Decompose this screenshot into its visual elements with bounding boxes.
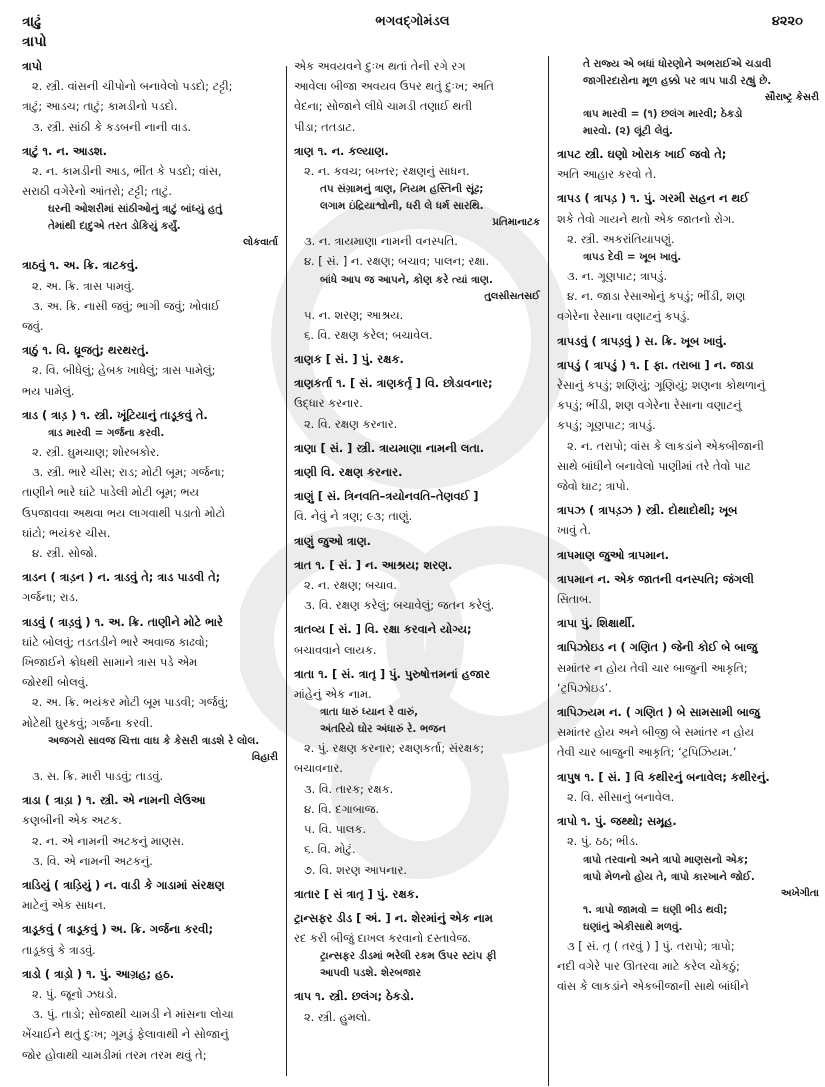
citation-line: મારવો. (૨) લૂંટી લેવું.	[583, 125, 673, 137]
headword-line: ત્રાડિયું ( ત્રાડ઼િયું ) ન. વાડી કે ગાડામાં સંરક્ષણ	[22, 877, 225, 892]
citation-line: અજગરો સાવજ ચિત્તા વાઘ કે કેસરી ત્રાડશે રે લોલ.	[48, 734, 260, 747]
headword-line: ત્રાણા [ સં. ] સ્ત્રી. ત્રાયમાણા નામની લતા.	[294, 440, 485, 455]
definition-line: ખાવું તે.	[557, 523, 592, 538]
sense-line: ૨. સ્ત્રી. ઘુમચાણ; શોરબકોર.	[32, 445, 160, 460]
citation-line: ત્રાતા ધારું ધ્યાન રે વારું,	[320, 706, 419, 719]
dictionary-entry	[22, 875, 278, 915]
headword-line: ત્રાતા ૧. [ સં. ત્રાતૃ ] પું. પુરુષોત્તમનાં હજાર	[294, 666, 490, 681]
citation-line: ઘરની ઓશરીમાં સાંઠીઓનું ત્રાટું બાંધ્યું હતું	[48, 203, 223, 216]
column-middle	[294, 56, 540, 1031]
headword-line: ત્રાતાર [ સં ત્રાતૃ ] પું. રક્ષક.	[294, 886, 420, 901]
dictionary-entry	[22, 964, 278, 1065]
citation-line: બાંધે આપ જ આપને, કોણ કરે ત્યાં ત્રાણ.	[320, 273, 493, 286]
dictionary-entry	[294, 986, 540, 1026]
definition-line: કપડું; ભીંડી, શણ વગેરેના રેસાના વણાટનું	[557, 398, 742, 413]
citation-source: અખેગીતા	[780, 887, 819, 899]
headword-line: ત્રાડ ( ત્રાડ઼ ) ૧. સ્ત્રી. ખૂંટિયાનું તાડૂકવું તે.	[22, 407, 208, 422]
definition-line: તેવી ચાર બાજુની આકૃતિ; ‘ટ્રપિઝિયમ.’	[557, 745, 737, 760]
citation-source: પ્રતિમાનાટક	[492, 217, 540, 229]
citation-line: લગામ ઇંદ્રિયાશ્વોની, ધરી લે ધર્મ સારથિ.	[320, 200, 484, 213]
sense-line: ૩. સ્ત્રી. ભારે ચીસ; રાડ; મોટી બૂમ; ગર્જના;	[32, 465, 225, 480]
definition-line: ઘાંટે બોલવું; તડતડીને ભારે અવાજ કાઢવો;	[22, 634, 209, 649]
definition-line: માટેનું એક સાધન.	[22, 898, 107, 913]
guide-word-last: ત્રાપો	[22, 34, 47, 50]
sense-line: ૩. ન. ત્રાયમાણા નામની વનસ્પતિ.	[304, 234, 458, 249]
sense-line: ૪. સ્ત્રી. સોજો.	[32, 546, 98, 561]
citation-line: ઘણાંનું એકીસાથે મળવું.	[583, 920, 683, 933]
sense-line: ૨. વિ. રક્ષણ કરનાર.	[304, 416, 398, 431]
dictionary-entry	[557, 331, 819, 351]
page-header	[22, 14, 803, 50]
sense-line: ૨. સ્ત્રી. અકરાંતિયાપણું.	[567, 231, 675, 246]
definition-line: સમાંતર ન હોય તેવી ચાર બાજુની આકૃતિ;	[557, 660, 748, 675]
headword-line: ત્રાપા પું. શિક્ષાર્થી.	[557, 616, 636, 631]
sense-line: ૩ [ સં. તૃ ( તરવું ) ] પું. તરાપો; ત્રાપો;	[567, 938, 735, 953]
definition-line: ખિજાઈને ક્રોધથી સામાને ત્રાસ પડે એમ	[22, 655, 198, 670]
headword-line: ત્રાપડ ( ત્રાપડ઼ ) ૧. પું. ગરમી સહન ન થઈ	[557, 191, 749, 206]
headword-line: ત્રાડો ( ત્રાડ઼ો ) ૧. પું. આગ્રહ; હઠ.	[22, 966, 175, 981]
dictionary-entry	[22, 255, 278, 336]
citation-line: ત્રાપ મારવી = (૧) છલંગ મારવી; ઠેકડો	[583, 108, 743, 120]
definition-line: અતિ આહાર કરવો તે.	[557, 167, 657, 182]
headword-line: ત્રાપિઝોઇડ ન ( ગણિત ) જેની કોઈ બે બાજુ	[557, 640, 758, 655]
headword-line: ત્રાડા ( ત્રાડ઼ા ) ૧. સ્ત્રી. એ નામની લેઉઆ	[22, 793, 206, 808]
sense-line: ૨. ન. એ નામની અટકનું માણસ.	[32, 833, 185, 848]
dictionary-entry	[557, 56, 819, 140]
headword-line: ત્રાપમાણ જુઓ ત્રાપમાન.	[557, 547, 669, 562]
citation-source: લોકવાર્તા	[243, 237, 278, 249]
definition-line: માંહેનું એક નામ.	[294, 687, 372, 702]
dictionary-entry	[294, 349, 540, 369]
dictionary-entry	[557, 811, 819, 996]
citation-line: ૧. ત્રાપો જામવો = ઘણી ભીડ થવી;	[583, 903, 728, 916]
definition-line: રેસાનું કપડું; શણિયું; ગૂણિયું; શણના કોથળાનું	[557, 378, 766, 393]
sense-line: ૨. વિ. સીસાનું બનાવેલ.	[567, 789, 675, 804]
sense-line: ૭. વિ. શરણ આપનાર.	[304, 862, 407, 877]
dictionary-entry	[294, 438, 540, 458]
headword-line: ત્રાણું [ સં. ત્રિનવતિ–ત્રયોનવતિ–તેણવઈ ]	[294, 489, 479, 504]
citation-line: ત્રાપો મેળનો હોય તે, ત્રાપો કારખાને જોઈ.	[583, 870, 755, 883]
definition-line: જેવો ઘાટ; ત્રાપો.	[557, 479, 630, 494]
headword-line: ત્રાડવું ( ત્રાડ઼વું ) ૧. અ. ક્રિ. તાણીને મોટે ભારે	[22, 614, 223, 629]
sense-line: ૨. પું. જૂનો ઝઘડો.	[32, 986, 118, 1001]
headword-line: ત્રાપઝ ( ત્રાપડ઼ઝ ) સ્ત્રી. દોથાદોથી; ખૂબ	[557, 503, 738, 518]
sense-line: ૩. વિ. તારક; રક્ષક.	[304, 781, 394, 796]
definition-line: જોર હોવાથી ચામડીમાં તરમ તરમ થવું તે;	[22, 1047, 207, 1062]
sense-line: ૨. ન. તરાપો; વાંસ કે લાકડાંને એકબીજાની	[567, 438, 764, 453]
sense-line: ૩. સ. ક્રિ. મારી પાડવું; તાડવું.	[32, 768, 164, 783]
dictionary-entry	[557, 500, 819, 540]
definition-line: વિ. નેવું ને ત્રણ; ૯૩; તાણું.	[294, 509, 413, 524]
dictionary-entry	[294, 56, 540, 137]
sense-line: ૩. પું. તાડો; સોજાથી ચામડી ને માંસના લોચા	[32, 1007, 234, 1022]
definition-line: શકે તેવો ગાયને થતો એક જાતનો રોગ.	[557, 211, 735, 226]
citation-line: ત્રાપડ દેવી = ખૂબ ખાવું.	[583, 251, 682, 264]
citation-line: ત્રાપો તરવાનો અને ત્રાપો માણસનો એક;	[583, 853, 749, 866]
definition-line: સરાઠી વગેરેનો આંતરો; ટટ્ટી; તાટું.	[22, 184, 173, 199]
headword-line: ત્રાણ ૧. ન. કલ્યાણ.	[294, 143, 389, 158]
definition-line: તાડૂકવું કે ત્રાડવું.	[22, 942, 96, 957]
dictionary-entry	[294, 619, 540, 659]
sense-line: ૨. અ. ક્રિ. ભયંકર મોટી બૂમ પાડવી; ગર્જવું;	[32, 695, 229, 710]
sense-line: ૨. અ. ક્રિ. ત્રાસ પામવું.	[32, 278, 135, 293]
definition-line: ઘાંટો; ભયંકર ચીસ.	[22, 525, 111, 540]
sense-line: ૩. વિ. એ નામની અટકનું.	[32, 853, 153, 868]
sense-line: ૨. વિ. બીધેલું; હેબક ખાધેલું; ત્રાસ પામેલું;	[32, 363, 216, 378]
dictionary-entry	[294, 555, 540, 616]
sense-line: ૨. પું. ઠઠ; ભીડ.	[567, 834, 639, 849]
citation-line: આપવી પડશે. શેરબજાર	[320, 967, 421, 980]
dictionary-entry	[22, 56, 278, 137]
sense-line: ૨. પું. રક્ષણ કરનાર; રક્ષણકર્તા; સંરક્ષક;	[304, 741, 485, 756]
headword-line: ત્રાણું જુઓ ત્રાણ.	[294, 533, 371, 548]
definition-line: વેદના; સોજાને લીધે ચામડી તણાઈ થતી	[294, 99, 473, 114]
headword-line: ટ્રાન્સફર ડીડ [ અં. ] ન. શેરમાંનું એક નામ	[294, 910, 493, 925]
guide-word-first: ત્રાઢું	[22, 14, 41, 30]
column-right	[557, 56, 819, 1000]
sense-line: ૪. [ સં. ] ન. રક્ષણ; બચાવ; પાલન; રક્ષા.	[304, 254, 490, 269]
dictionary-entry	[294, 664, 540, 880]
dictionary-entry	[22, 919, 278, 959]
sense-line: ૩. ન. ગૂણપાટ; ત્રાપડું.	[567, 269, 668, 284]
column-divider-2	[548, 56, 549, 1086]
definition-line: ત્રાટું; આડચ; તાટું; કામડીનો પડદો.	[22, 99, 178, 114]
dictionary-entry	[557, 569, 819, 609]
dictionary-entry	[22, 405, 278, 563]
definition-line: પીડા; તતડાટ.	[294, 119, 356, 134]
sense-line: ૩. સ્ત્રી. સાંઠી કે કડબની નાની વાડ.	[32, 119, 191, 134]
headword-line: ત્રાડન ( ત્રાડ઼ન ) ન. ત્રાડવું તે; ત્રાડ પાડવી તે;	[22, 570, 221, 585]
definition-line: સિતાબ.	[557, 592, 592, 607]
sense-line: ૪. વિ. દગાબાજ.	[304, 801, 380, 816]
citation-line: જાગીરદારોના મૂળ હક્કો પર ત્રાપ પાડી રહ્યું છે.	[583, 75, 772, 87]
dictionary-entry	[294, 141, 540, 345]
citation-source: વિહારી	[251, 751, 278, 763]
headword-line: ત્રાપમાન ન. એક જાતની વનસ્પતિ; જંગલી	[557, 571, 754, 586]
headword-line: ત્રાપટ સ્ત્રી. ઘણો ખોરાક ખાઈ જવો તે;	[557, 147, 727, 161]
dictionary-entry	[22, 141, 278, 252]
sense-line: ૩. વિ. રક્ષણ કરેલું; બચાવેલું; જતન કરેલું.	[304, 598, 495, 613]
dictionary-entry	[557, 702, 819, 763]
dictionary-entry	[22, 790, 278, 871]
definition-line: નદી વગેરે પાર ઊતરવા માટે કરેલ ચોકઠું;	[557, 958, 740, 973]
dictionary-entry	[294, 462, 540, 482]
definition-line: બચાવવાને લાયક.	[294, 642, 377, 657]
definition-line: ભય પામેલું.	[22, 383, 75, 398]
dictionary-entry	[557, 767, 819, 807]
column-divider-1	[286, 66, 287, 1076]
headword-line: ત્રાપો	[22, 59, 43, 73]
book-title: ભગવદ્ગોમંડલ	[375, 14, 450, 29]
definition-line: મોટેથી ઘુરકવું; ગર્જના કરવી.	[22, 715, 153, 730]
sense-line: ૩. અ. ક્રિ. નાસી જવું; ભાગી જવું; ખોવાઈ	[32, 298, 220, 313]
citation-line: અંતરિયે ઘોર અંધારું રે. ભજન	[320, 723, 446, 736]
sense-line: ૬. વિ. મોટું.	[304, 842, 356, 857]
citation-line: તે રાજ્ય એ બધાં ધોરણોને અભરાઈએ ચડાવી	[583, 58, 772, 70]
definition-line: ઉપજાવવા અથવા ભય લાગવાથી પડાતો મોટો	[22, 505, 226, 520]
headword-line: ત્રાતવ્ય [ સં. ] વિ. રક્ષા કરવાને યોગ્ય;	[294, 622, 472, 637]
citation-line: તેમાંથી દાદુએ તરત ડોકિયું કર્યું.	[48, 220, 181, 233]
headword-line: ત્રાત ૧. [ સં. ] ન. આશ્રય; શરણ.	[294, 557, 453, 572]
citation-line: ટ્રાન્સફર ડીડમાં ભરેલી રકમ ઉપર સ્ટાંપ ફી	[320, 950, 497, 963]
sense-line: ૨. ન. કામડીની આડ, ભીંત કે પડદો; વાંસ,	[32, 164, 222, 179]
headword-line: ત્રાઠવું ૧. અ. ક્રિ. ત્રાટકવું.	[22, 258, 139, 273]
sense-line: ૨. સ્ત્રી. હુમલો.	[304, 1009, 371, 1024]
dictionary-entry	[294, 531, 540, 551]
dictionary-entry	[557, 355, 819, 496]
definition-line: વગેરેના રેસાના વણાટનું કપડું.	[557, 309, 690, 324]
definition-line: એક અવયવને દુઃખ થતાં તેની રગે રગ	[294, 59, 466, 73]
dictionary-entry	[294, 486, 540, 526]
definition-line: ઉદ્ધાર કરનાર.	[294, 396, 363, 411]
dictionary-entry	[557, 613, 819, 633]
definition-line: આવેલા બીજા અવયવ ઉપર થતું દુઃખ; અતિ	[294, 79, 494, 94]
column-left	[22, 56, 278, 1069]
definition-line: ગર્જના; રાડ.	[22, 590, 79, 605]
dictionary-entry	[22, 612, 278, 786]
dictionary-entry	[294, 884, 540, 904]
dictionary-entry	[22, 340, 278, 401]
headword-line: ત્રાડૂકવું ( ત્રાડ઼ૂકવું ) અ. ક્રિ. ગર્જના કરવી;	[22, 922, 214, 937]
definition-line: સમાંતર હોય અને બીજી બે સમાંતર ન હોય	[557, 725, 754, 740]
headword-line: ત્રાપિઝ્યમ ન. ( ગણિત ) બે સામસામી બાજુ	[557, 705, 760, 720]
definition-line: જોરથી બોલવું.	[22, 675, 89, 690]
headword-line: ત્રાણકર્તા ૧. [ સં. ત્રાણકર્તૃ ] વિ. છોડાવનાર;	[294, 376, 493, 391]
sense-line: ૨. સ્ત્રી. વાંસની ચીપોનો બનાવેલો પડદો; ટટ્ટી;	[32, 79, 233, 94]
headword-line: ત્રાપડું ( ત્રાપડ઼ું ) ૧. [ ફા. તરાબા ] ન. જાડા	[557, 357, 754, 372]
definition-line: ખેંચાઈને થતું દુઃખ; ગૂમડું ફેલાવાથી ને સોજાનું	[22, 1027, 229, 1042]
page-number: ૪૨૨૦	[771, 14, 803, 29]
citation-source: સૌરાષ્ટ્ર કેસરી	[764, 92, 819, 103]
sense-line: ૫. ન. શરણ; આશ્રય.	[304, 307, 404, 322]
headword-line: ત્રાઠું ૧. વિ. ધ્રૂજતું; થરથરતું.	[22, 343, 150, 358]
citation-source: તુલસીસતસઈ	[484, 290, 540, 302]
definition-line: જવું.	[22, 319, 44, 334]
dictionary-entry	[294, 908, 540, 982]
dictionary-entry	[294, 373, 540, 434]
dictionary-entry	[557, 144, 819, 184]
definition-line: વાંસ કે લાકડાંને એકબીજાની સાથે બાંધીને	[557, 978, 749, 993]
definition-line: કપડું; ગૂણપાટ; ત્રાપડું.	[557, 418, 656, 433]
sense-line: ૫. વિ. પાલક.	[304, 822, 367, 837]
dictionary-entry	[557, 188, 819, 326]
headword-line: ત્રાણી વિ. રક્ષણ કરનાર.	[294, 465, 403, 480]
citation-line: ત્રાડ મારવી = ગર્જના કરવી.	[48, 427, 165, 440]
headword-line: ત્રાપ ૧. સ્ત્રી. છલંગ; ઠેકડો.	[294, 989, 415, 1004]
definition-line: સાથે બાંધીને બનાવેલો પાણીમાં તરે તેવો પાટ	[557, 458, 751, 473]
dictionary-entry	[557, 545, 819, 565]
sense-line: ૨. ન. કવચ; બખ્તર; રક્ષણનું સાધન.	[304, 164, 470, 179]
sense-line: ૬. વિ. રક્ષણ કરેલ; બચાવેલ.	[304, 327, 433, 342]
headword-line: ત્રાટું ૧. ન. આડશ.	[22, 143, 107, 158]
headword-line: ત્રાપો ૧. પું. જથ્થો; સમૂહ.	[557, 814, 677, 829]
citation-line: તપ સંગ્રામનું ત્રાણ, નિયમ હસ્તિની સૂંઢ;	[320, 183, 484, 196]
headword-line: ત્રાણક [ સં. ] પું. રક્ષક.	[294, 352, 404, 367]
definition-line: તાણીને ભારે ઘાંટે પાડેલી મોટી બૂમ; ભય	[22, 485, 199, 500]
dictionary-entry	[22, 567, 278, 607]
dictionary-entry	[557, 637, 819, 698]
headword-line: ત્રાપુષ ૧. [ સં. ] વિ કથીરનું બનાવેલ; કથીરનું.	[557, 769, 770, 784]
sense-line: ૨. ન. રક્ષણ; બચાવ.	[304, 578, 397, 593]
definition-line: ‘ટ્રપિઝોઇડ’.	[557, 680, 612, 695]
headword-line: ત્રાપડવું ( ત્રાપડ઼વું ) સ. ક્રિ. ખૂબ ખાવું.	[557, 333, 727, 348]
definition-line: બચાવનાર.	[294, 761, 343, 776]
definition-line: રદ કરી બીજું દાખલ કરવાનો દસ્તાવેજ.	[294, 931, 471, 946]
sense-line: ૪. ન. જાડા રેસાઓનું કપડું; ભીંડી, શણ	[567, 289, 746, 304]
definition-line: કણબીની એક અટક.	[22, 813, 122, 828]
